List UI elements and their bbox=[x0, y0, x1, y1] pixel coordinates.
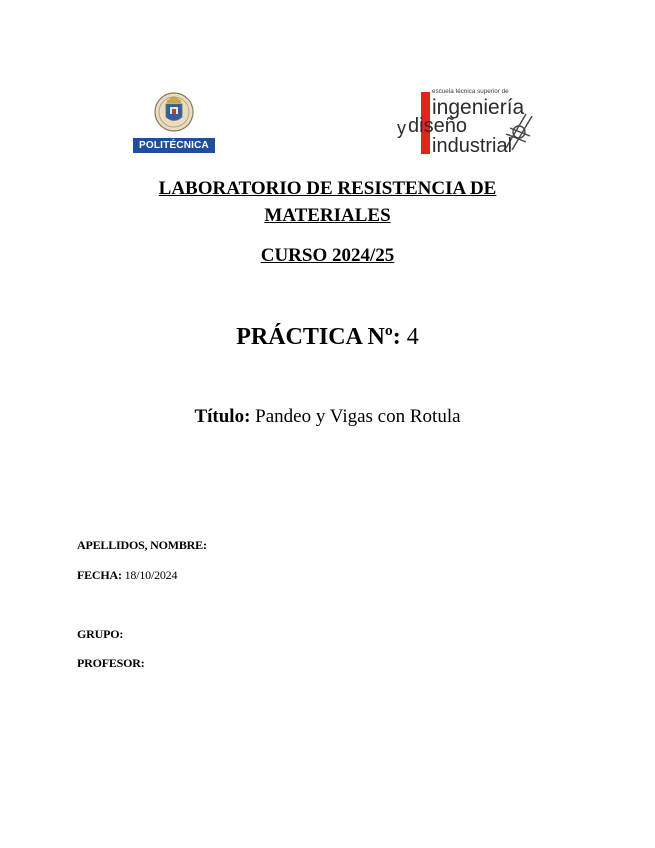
practice-title bbox=[100, 405, 555, 429]
teacher-field bbox=[77, 655, 145, 671]
upm-logo bbox=[133, 90, 215, 154]
etsidi-tagline: escuela técnica superior de bbox=[432, 88, 509, 95]
group-field bbox=[77, 626, 123, 642]
practice-number-label: PRÁCTICA Nº: bbox=[236, 324, 401, 350]
etsidi-line-2b: diseño bbox=[408, 115, 467, 137]
document-title-line-1: LABORATORIO DE RESISTENCIA DE bbox=[158, 178, 497, 199]
practice-number-value: 4 bbox=[406, 324, 419, 350]
upm-crest-icon bbox=[153, 90, 195, 137]
practice-title-label: Título: bbox=[194, 406, 251, 427]
course-year: CURSO 2024/25 bbox=[260, 245, 395, 266]
upm-logo-label: POLITÉCNICA bbox=[133, 138, 215, 153]
etsidi-line-2a: y bbox=[397, 118, 406, 138]
date-field bbox=[77, 567, 177, 583]
date-field-label: FECHA: bbox=[77, 568, 122, 582]
name-field bbox=[77, 537, 207, 553]
teacher-field-label: PROFESOR: bbox=[77, 656, 145, 670]
etsidi-line-1: ingeniería bbox=[432, 96, 525, 119]
document-title-line-2: MATERIALES bbox=[264, 205, 391, 226]
date-field-value: 18/10/2024 bbox=[124, 568, 178, 582]
group-field-label: GRUPO: bbox=[77, 627, 124, 641]
name-field-label: APELLIDOS, NOMBRE: bbox=[77, 538, 207, 552]
etsidi-logo bbox=[394, 88, 544, 158]
etsidi-line-3: industrial bbox=[432, 135, 513, 157]
practice-number bbox=[100, 322, 555, 352]
practice-title-value: Pandeo y Vigas con Rotula bbox=[255, 406, 461, 427]
